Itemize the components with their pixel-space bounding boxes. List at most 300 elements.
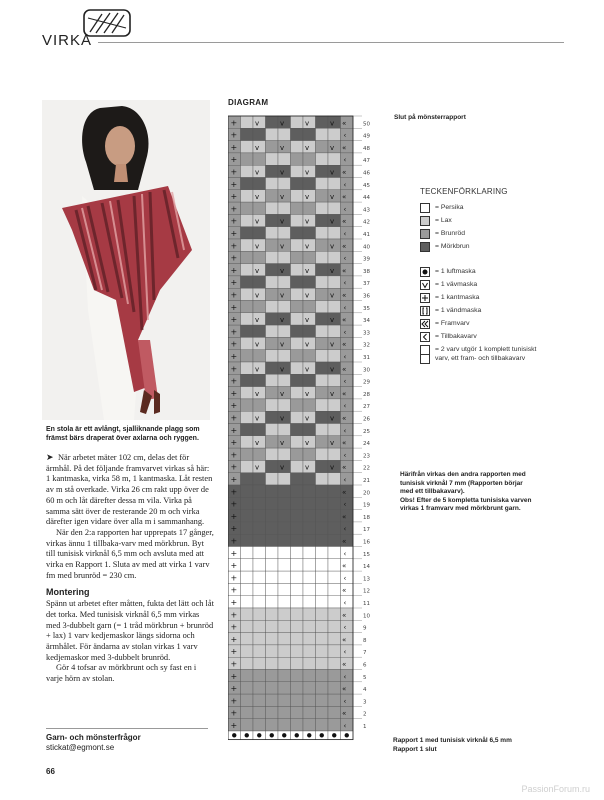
chart-cell (278, 178, 291, 190)
chart-cell (253, 682, 266, 694)
vavmaska-mark: v (330, 340, 335, 349)
chart-cell (303, 596, 316, 608)
kantmaska-mark: + (230, 130, 238, 140)
chart-cell (291, 497, 304, 509)
chart-cell (241, 596, 254, 608)
vavmaska-mark: v (280, 439, 285, 448)
chart-cell (241, 251, 254, 263)
chart-cell (341, 719, 354, 731)
chart-cell (341, 448, 354, 460)
chart-cell (241, 608, 254, 620)
chart-cell (253, 620, 266, 632)
kantmaska-mark: + (230, 376, 238, 386)
chart-cell (241, 337, 254, 349)
chart-cell (266, 141, 279, 153)
tillbakavarv-mark: ‹ (343, 672, 347, 681)
row-number: 29 (363, 379, 370, 386)
framvarv-mark: « (342, 414, 347, 423)
vavmaska-mark: v (330, 168, 335, 177)
row-number: 22 (363, 465, 370, 472)
vavmaska-mark: v (305, 316, 310, 325)
chart-cell (328, 620, 341, 632)
chart-cell (253, 350, 266, 362)
vavmaska-mark: v (280, 266, 285, 275)
chart-cell (291, 128, 304, 140)
chart-cell (303, 547, 316, 559)
chart-cell (341, 325, 354, 337)
chart-cell (241, 399, 254, 411)
chart-cell (241, 460, 254, 472)
chart-cell (266, 424, 279, 436)
chart-cell (303, 510, 316, 522)
vavmaska-mark: v (280, 291, 285, 300)
plus-icon (420, 293, 432, 303)
note-line: Obs! Efter de 5 kompletta tunisiska varven (400, 496, 532, 504)
chart-cell (341, 522, 354, 534)
chart-cell (341, 128, 354, 140)
chart-cell (303, 153, 316, 165)
contact-email[interactable]: stickat@egmont.se (46, 743, 115, 752)
chart-cell (278, 301, 291, 313)
chart-cell (278, 645, 291, 657)
chart-cell (291, 424, 304, 436)
row-number: 42 (363, 219, 370, 226)
vavmaska-mark: v (305, 389, 310, 398)
framvarv-mark: « (342, 635, 347, 644)
kantmaska-mark: + (230, 561, 238, 571)
legend-framvarv: = Framvarv (420, 319, 560, 332)
chart-cell (253, 657, 266, 669)
chart-cell (241, 485, 254, 497)
chart-cell (278, 202, 291, 214)
row-number: 16 (363, 539, 370, 546)
chart-cell (316, 694, 329, 706)
chart-cell (241, 214, 254, 226)
chart-cell (316, 264, 329, 276)
row-number: 27 (363, 404, 370, 411)
chart-cell (291, 227, 304, 239)
chart-cell (241, 313, 254, 325)
kantmaska-mark: + (230, 290, 238, 300)
note-rapport-one (393, 737, 543, 754)
chart-cell (266, 337, 279, 349)
framvarv-mark: « (342, 488, 347, 497)
tillbakavarv-mark: ‹ (343, 599, 347, 607)
vavmaska-mark: v (305, 119, 310, 128)
chart-cell (278, 374, 291, 386)
contact-divider (46, 728, 208, 729)
instructions-text (46, 453, 214, 685)
row-number: 19 (363, 502, 370, 509)
chart-cell (278, 251, 291, 263)
chart-cell (303, 694, 316, 706)
vavmaska-mark: v (305, 340, 310, 349)
vavmaska-mark: v (330, 316, 335, 325)
kantmaska-mark: + (230, 622, 238, 632)
framvarv-mark: « (342, 242, 347, 251)
kantmaska-mark: + (230, 229, 238, 238)
chart-cell (253, 485, 266, 497)
chart-cell (266, 165, 279, 177)
vavmaska-mark: v (330, 439, 335, 448)
framvarv-mark: « (342, 611, 347, 620)
chart-cell (241, 436, 254, 448)
framvarv-mark: « (342, 537, 347, 546)
kantmaska-mark: + (230, 450, 238, 460)
chart-cell (241, 719, 254, 731)
chart-cell (328, 497, 341, 509)
vavmaska-mark: v (280, 365, 285, 374)
chart-cell (266, 128, 279, 140)
chart-cell (303, 657, 316, 669)
legend-varv-note: = 2 varv utgör 1 komplett tunisiskt varv, ett fram- och tillbakavarv (420, 345, 560, 371)
vavmaska-mark: v (255, 316, 260, 325)
chart-cell (291, 719, 304, 731)
note-line: Rapport 1 med tunisisk virknål 6,5 mm (393, 737, 512, 744)
chart-cell (316, 362, 329, 374)
note-line: Härifrån virkas den andra rapporten med (400, 471, 526, 478)
chart-cell (316, 190, 329, 202)
chart-cell (291, 350, 304, 362)
row-number: 37 (363, 281, 370, 288)
chart-cell (241, 301, 254, 313)
chart-cell (241, 547, 254, 559)
chart-cell (241, 534, 254, 546)
tillbakavarv-mark: ‹ (343, 476, 347, 484)
chart-cell (303, 670, 316, 682)
chart-cell (241, 645, 254, 657)
vavmaska-mark: v (255, 414, 260, 423)
vavmaska-mark: v (280, 143, 285, 152)
kantmaska-mark: + (230, 278, 238, 288)
chart-cell (316, 670, 329, 682)
chart-cell (266, 633, 279, 645)
chart-cell (266, 116, 279, 128)
chart-cell (316, 682, 329, 694)
chart-cell (278, 473, 291, 485)
kantmaska-mark: + (230, 315, 238, 325)
chart-cell (303, 473, 316, 485)
legend-brunrod: = Brunröd (420, 229, 560, 242)
diagram-title: DIAGRAM (228, 98, 269, 107)
chart-cell (241, 202, 254, 214)
kantmaska-mark: + (230, 401, 238, 411)
chart-cell (241, 510, 254, 522)
chart-cell (266, 497, 279, 509)
chart-cell (316, 141, 329, 153)
chart-cell (253, 583, 266, 595)
chart-cell (316, 128, 329, 140)
chart-cell (241, 583, 254, 595)
chart-cell (291, 571, 304, 583)
legend-vandmaska: = 1 vändmaska (420, 306, 560, 319)
vavmaska-mark: v (330, 242, 335, 251)
chart-cell (253, 153, 266, 165)
chart-cell (316, 239, 329, 251)
chart-cell (266, 706, 279, 718)
chart-cell (241, 706, 254, 718)
vavmaska-mark: v (280, 168, 285, 177)
chart-cell (266, 387, 279, 399)
chart-cell (266, 473, 279, 485)
chart-cell (241, 128, 254, 140)
chart-cell (303, 497, 316, 509)
framvarv-mark: « (342, 143, 347, 152)
chart-cell (328, 633, 341, 645)
vavmaska-mark: v (305, 463, 310, 472)
chart-cell (241, 276, 254, 288)
tillbakavarv-mark: ‹ (343, 426, 347, 435)
row-number: 23 (363, 453, 370, 460)
chart-cell (241, 350, 254, 362)
row-number: 35 (363, 305, 370, 312)
chart-cell (328, 424, 341, 436)
chart-cell (303, 178, 316, 190)
chart-cell (328, 276, 341, 288)
chart-cell (241, 325, 254, 337)
vavmaska-mark: v (255, 365, 260, 374)
tillbakavarv-mark: ‹ (343, 402, 347, 411)
chart-cell (266, 178, 279, 190)
chart-cell (266, 214, 279, 226)
watermark: PassionForum.ru (521, 784, 590, 794)
tillbakavarv-mark: ‹ (343, 131, 347, 140)
chart-cell (316, 214, 329, 226)
chart-cell (291, 178, 304, 190)
vavmaska-mark: v (305, 414, 310, 423)
chart-cell (253, 178, 266, 190)
row-number: 43 (363, 207, 370, 214)
chart-cell (291, 202, 304, 214)
kantmaska-mark: + (230, 167, 238, 177)
chart-cell (328, 128, 341, 140)
kantmaska-mark: + (230, 155, 238, 165)
chart-cell (291, 473, 304, 485)
vavmaska-mark: v (305, 217, 310, 226)
note-second-rapport (400, 471, 550, 514)
chart-cell (266, 547, 279, 559)
kantmaska-mark: + (230, 487, 238, 497)
section-divider (98, 42, 564, 43)
chart-cell (253, 706, 266, 718)
double-chevron-icon (420, 319, 432, 329)
row-number: 30 (363, 367, 370, 374)
chart-cell (291, 313, 304, 325)
luftmaska-mark (245, 733, 249, 737)
chart-cell (303, 522, 316, 534)
vavmaska-mark: v (305, 291, 310, 300)
framvarv-mark: « (342, 168, 347, 177)
row-number: 21 (363, 478, 370, 484)
chart-cell (328, 485, 341, 497)
vavmaska-mark: v (305, 439, 310, 448)
chart-cell (266, 264, 279, 276)
row-number: 32 (363, 342, 370, 349)
legend-lax: = Lax (420, 216, 560, 229)
kantmaska-mark: + (230, 708, 238, 718)
chart-cell (303, 325, 316, 337)
arrow-right-icon: ➤ (46, 453, 54, 463)
chart-cell (241, 497, 254, 509)
chart-cell (253, 670, 266, 682)
kantmaska-mark: + (230, 388, 238, 398)
chart-cell (316, 387, 329, 399)
chart-cell (291, 559, 304, 571)
chart-cell (341, 399, 354, 411)
page-number: 66 (46, 767, 55, 776)
chart-cell (266, 313, 279, 325)
swatch-morkbrun-icon (420, 242, 432, 252)
chart-cell (328, 227, 341, 239)
kantmaska-mark: + (230, 598, 238, 607)
chart-cell (316, 165, 329, 177)
kantmaska-mark: + (230, 647, 238, 657)
row-number: 6 (363, 662, 367, 669)
luftmaska-mark (232, 733, 236, 737)
chart-cell (316, 510, 329, 522)
chart-cell (291, 608, 304, 620)
chart-cell (303, 448, 316, 460)
row-number: 26 (363, 416, 370, 423)
chart-cell (253, 719, 266, 731)
kantmaska-mark: + (230, 536, 238, 546)
tillbakavarv-mark: ‹ (343, 205, 347, 214)
luftmaska-mark (307, 733, 311, 737)
chart-cell (278, 153, 291, 165)
chart-cell (316, 485, 329, 497)
tillbakavarv-mark: ‹ (343, 500, 347, 509)
kantmaska-mark: + (230, 216, 238, 226)
chart-cell (341, 645, 354, 657)
chart-cell (278, 485, 291, 497)
chart-cell (253, 424, 266, 436)
chart-cell (316, 448, 329, 460)
chart-cell (303, 485, 316, 497)
framvarv-mark: « (342, 463, 347, 472)
tillbakavarv-mark: ‹ (343, 525, 347, 534)
chart-cell (241, 387, 254, 399)
framvarv-mark: « (342, 193, 347, 202)
chart-cell (253, 497, 266, 509)
row-number: 20 (363, 490, 370, 497)
luftmaska-mark (332, 733, 336, 737)
chart-cell (303, 202, 316, 214)
legend-morkbrun: = Mörkbrun (420, 242, 560, 255)
kantmaska-mark: + (230, 573, 238, 583)
chart-cell (341, 374, 354, 386)
chart-cell (253, 473, 266, 485)
chart-cell (341, 301, 354, 313)
vavmaska-mark: v (280, 316, 285, 325)
chart-cell (316, 424, 329, 436)
row-number: 12 (363, 588, 370, 595)
chart-cell (241, 682, 254, 694)
chart-cell (253, 202, 266, 214)
swatch-persika-icon (420, 203, 432, 213)
paragraph-rapport: När den 2:a rapporten har upprepats 17 gånger, virkas ännu 1 tillbaka-varv med mörkbrun. Byt till tunisisk virknål 6,5 mm och avsluta med att virka en Rapport 1. Sluta av med att virka 1 varv fm med brunröd = 230 cm. (46, 527, 214, 580)
chart-cell (278, 608, 291, 620)
chart-cell (291, 534, 304, 546)
kantmaska-mark: + (230, 462, 238, 472)
tillbakavarv-mark: ‹ (343, 353, 347, 361)
vavmaska-mark: v (280, 193, 285, 202)
chart-cell (303, 276, 316, 288)
kantmaska-mark: + (230, 438, 238, 448)
chart-cell (328, 719, 341, 731)
vavmaska-mark: v (330, 365, 335, 374)
chart-cell (253, 448, 266, 460)
row-number: 5 (363, 674, 367, 681)
chart-cell (266, 460, 279, 472)
framvarv-mark: « (342, 340, 347, 349)
chart-cell (328, 670, 341, 682)
chart-cell (316, 583, 329, 595)
chart-cell (291, 645, 304, 657)
vavmaska-mark: v (280, 217, 285, 226)
chart-cell (291, 214, 304, 226)
chart-cell (328, 350, 341, 362)
row-number: 36 (363, 293, 370, 300)
chart-cell (291, 165, 304, 177)
chart-cell (278, 682, 291, 694)
vavmaska-mark: v (330, 217, 335, 226)
kantmaska-mark: + (230, 671, 238, 681)
chart-cell (266, 534, 279, 546)
row-number: 14 (363, 564, 370, 571)
chart-cell (241, 141, 254, 153)
chart-cell (328, 694, 341, 706)
chart-cell (316, 620, 329, 632)
framvarv-mark: « (342, 119, 347, 128)
tillbakavarv-mark: ‹ (343, 697, 347, 706)
vavmaska-mark: v (330, 143, 335, 152)
chart-cell (241, 620, 254, 632)
chart-cell (316, 350, 329, 362)
chart-cell (303, 251, 316, 263)
row-number: 9 (363, 625, 367, 632)
chart-cell (303, 682, 316, 694)
vavmaska-mark: v (330, 193, 335, 202)
vavmaska-mark: v (255, 463, 260, 472)
tillbakavarv-mark: ‹ (343, 623, 347, 632)
chart-cell (253, 694, 266, 706)
chart-cell (253, 547, 266, 559)
note-line: med ett tillbakavarv). (400, 488, 465, 495)
chart-cell (303, 633, 316, 645)
tillbakavarv-mark: ‹ (343, 377, 347, 386)
kantmaska-mark: + (230, 413, 238, 423)
chart-cell (253, 608, 266, 620)
chart-cell (303, 571, 316, 583)
luftmaska-mark (320, 733, 324, 737)
vavmaska-mark: v (280, 340, 285, 349)
chart-cell (303, 608, 316, 620)
chart-cell (291, 239, 304, 251)
chart-cell (316, 325, 329, 337)
chart-cell (303, 128, 316, 140)
chart-cell (266, 374, 279, 386)
chart-cell (341, 276, 354, 288)
chart-cell (278, 227, 291, 239)
kantmaska-mark: + (230, 721, 238, 730)
tillbakavarv-mark: ‹ (343, 303, 347, 312)
chart-cell (278, 399, 291, 411)
vavmaska-mark: v (305, 365, 310, 374)
chart-cell (266, 522, 279, 534)
legend-tillbakavarv: = Tillbakavarv (420, 332, 560, 345)
chart-cell (316, 251, 329, 263)
chart-cell (241, 633, 254, 645)
